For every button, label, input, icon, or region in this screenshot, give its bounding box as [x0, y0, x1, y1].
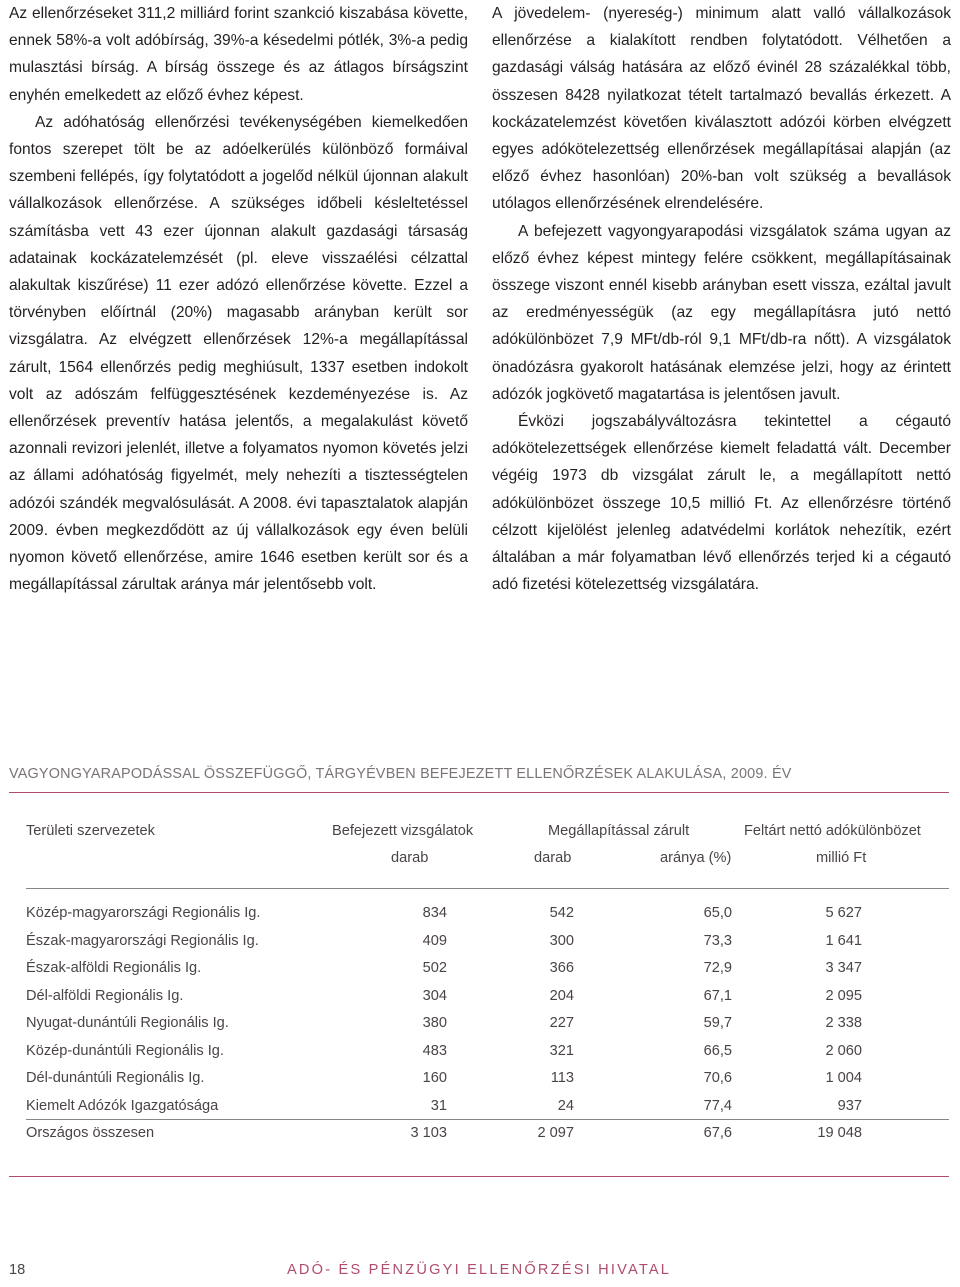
table-row [26, 985, 949, 1013]
table-body [26, 902, 949, 1122]
table-row [26, 1040, 949, 1068]
header-completed: Befejezett vizsgálatok [332, 823, 474, 839]
row-findings: 113 [550, 1070, 574, 1086]
unit-findings: darab [534, 850, 572, 866]
table-title: VAGYONGYARAPODÁSSAL ÖSSZEFÜGGŐ, TÁRGYÉVBEN BEFEJEZETT ELLENŐRZÉSEK ALAKULÁSA, 2009. ÉV [9, 766, 792, 782]
row-completed: 834 [422, 905, 447, 921]
row-name: Közép-dunántúli Regionális Ig. [26, 1042, 224, 1059]
row-completed: 502 [422, 960, 447, 976]
row-findings: 321 [549, 1042, 574, 1059]
header-findings: Megállapítással zárult [548, 823, 690, 839]
row-amount: 1 641 [825, 932, 862, 949]
table-row [26, 957, 949, 985]
left-text-column [9, 0, 468, 598]
paragraph: Évközi jogszabályváltozásra tekintettel a cégautó adókötelezettségek ellenőrzése kiemelt feladattá vált. December végéig 1973 db vizsgálat zárult le, a megállapított nettó adókülönbözet összege 10,5 millió Ft. Az ellenőrzésre történő célzott kijelölést jelenleg adatvédelmi korlátok nehezítik, ezért általában a már folyamatban lévő ellenőrzés terjed ki a cégautó adó fizetési kötelezettség vizsgálatára. [492, 413, 951, 594]
header-amount: Feltárt nettó adókülönbözet [744, 823, 921, 839]
total-completed: 3 103 [410, 1125, 447, 1141]
footer-title: ADÓ- ÉS PÉNZÜGYI ELLENŐRZÉSI HIVATAL [287, 1262, 672, 1278]
row-ratio: 66,5 [703, 1042, 732, 1059]
row-completed: 483 [422, 1042, 447, 1059]
row-findings: 542 [549, 905, 574, 921]
row-completed: 304 [422, 987, 447, 1004]
row-amount: 937 [837, 1097, 862, 1114]
table-units-row [26, 847, 949, 874]
table-header-row [26, 820, 949, 847]
total-findings: 2 097 [537, 1125, 574, 1141]
unit-amount: millió Ft [816, 850, 867, 866]
row-completed: 31 [430, 1097, 447, 1114]
row-name: Kiemelt Adózók Igazgatósága [26, 1097, 219, 1114]
row-completed: 160 [422, 1070, 447, 1086]
unit-ratio: aránya (%) [660, 850, 732, 866]
paragraph: Az ellenőrzéseket 311,2 milliárd forint szankció kiszabása követte, ennek 58%-a volt adóbírság, 39%-a késedelmi pótlék, 3%-a pedig mulasztási bírság. A bírság összege és az átlagos bírságszint enyhén emelkedett az előző évhez képest. [9, 5, 468, 104]
row-amount: 5 627 [825, 905, 862, 921]
row-ratio: 65,0 [703, 905, 732, 921]
row-name: Nyugat-dunántúli Regionális Ig. [26, 1015, 229, 1031]
row-amount: 2 095 [825, 987, 862, 1004]
row-completed: 409 [422, 932, 447, 949]
unit-completed: darab [391, 850, 429, 866]
total-amount: 19 048 [817, 1125, 862, 1141]
row-amount: 2 338 [825, 1015, 862, 1031]
row-findings: 204 [549, 987, 574, 1004]
total-ratio: 67,6 [703, 1125, 732, 1141]
row-ratio: 70,6 [703, 1070, 732, 1086]
row-amount: 3 347 [825, 960, 862, 976]
row-name: Észak-alföldi Regionális Ig. [26, 960, 202, 976]
paragraph: A befejezett vagyongyarapodási vizsgálatok száma ugyan az előző évhez képest mintegy felére csökkent, megállapításainak összege viszont ennél kisebb arányban esett vissza, ezáltal javult az eredményességük (az egy megállapításra jutó nettó adókülönbözet 7,9 MFt/db-ról 9,1 MFt/db-ra nőtt). A vizsgálatok önadózásra gyakorolt hatásának elemzése jelzi, hogy az érintett adózók jogkövető magatartása is jelentősen javult. [492, 222, 951, 403]
row-completed: 380 [422, 1015, 447, 1031]
row-name: Észak-magyarországi Regionális Ig. [26, 932, 259, 949]
table-row [26, 1012, 949, 1040]
row-ratio: 77,4 [703, 1097, 732, 1114]
row-findings: 227 [549, 1015, 574, 1031]
row-amount: 1 004 [825, 1070, 862, 1086]
row-name: Dél-dunántúli Regionális Ig. [26, 1070, 205, 1086]
row-ratio: 72,9 [703, 960, 732, 976]
right-text-column [492, 0, 951, 598]
row-findings: 366 [549, 960, 574, 976]
table-total-row [26, 1122, 949, 1150]
data-table [26, 820, 949, 1141]
table-row [26, 1095, 949, 1123]
row-ratio: 73,3 [703, 932, 732, 949]
row-ratio: 67,1 [703, 987, 732, 1004]
total-name: Országos összesen [26, 1125, 155, 1141]
paragraph: Az adóhatóság ellenőrzési tevékenységében kiemelkedően fontos szerepet tölt be az adóelkerülés különböző formáival szembeni fellépés, így folytatódott a jogelőd nélkül újonnan alakult vállalkozások ellenőrzése. A szükséges időbeli késleltetéssel számításba vett 43 ezer újonnan alakult gazdasági társaság adatainak kockázatelemzését (pl. eleve visszaélési célzattal alakultak kiszűrése) 11 ezer adózó ellenőrzése követte. Ezzel a törvényben előírtnál (20%) magasabb arányban került sor vizsgálatra. Az elvégzett ellenőrzések 12%-a megállapítással zárult, 1564 ellenőrzés pedig meghiúsult, 1337 esetben indokolt volt az adószám felfüggesztésének kezdeményezése is. Az ellenőrzések preventív hatása jelentős, a megalakulást követő azonnali revizori jelenlét, illetve a folyamatos nyomon követés jelzi az állami adóhatóság figyelmét, mely nehezíti a tisztességtelen adózói szándék megvalósulását. A 2008. évi tapasztalatok alapján 2009. évben megkezdődött az új vállalkozások egy éven belüli nyomon követő ellenőrzése, amire 1646 esetben került sor és a megállapítással zárultak aránya már jelentősebb volt. [9, 113, 468, 594]
row-findings: 24 [557, 1097, 574, 1114]
table-row [26, 1067, 949, 1095]
row-ratio: 59,7 [703, 1015, 732, 1031]
header-organization: Területi szervezetek [26, 823, 155, 839]
header-divider [26, 888, 949, 889]
table-row [26, 902, 949, 930]
row-amount: 2 060 [825, 1042, 862, 1059]
table-row [26, 930, 949, 958]
table-bottom-rule [9, 1176, 949, 1177]
row-name: Közép-magyarországi Regionális Ig. [26, 905, 261, 921]
table-top-rule [9, 792, 949, 793]
row-name: Dél-alföldi Regionális Ig. [26, 987, 184, 1004]
row-findings: 300 [549, 932, 574, 949]
paragraph: A jövedelem- (nyereség-) minimum alatt valló vállalkozások ellenőrzése a kialakított rendben folytatódott. Vélhetően a gazdasági válság hatására az előző évinél 28 százalékkal több, összesen 8428 nyilatkozat tételt tartalmazó bevallás érkezett. A kockázatelemzést követően kiválasztott adózói körben elvégzett egyes adókötelezettség ellenőrzések megállapításai alapján (az előző évhez hasonlóan) 20%-ban volt szükség a bevallások utólagos ellenőrzésének elrendelésére. [492, 5, 951, 213]
page-number: 18 [9, 1262, 26, 1278]
